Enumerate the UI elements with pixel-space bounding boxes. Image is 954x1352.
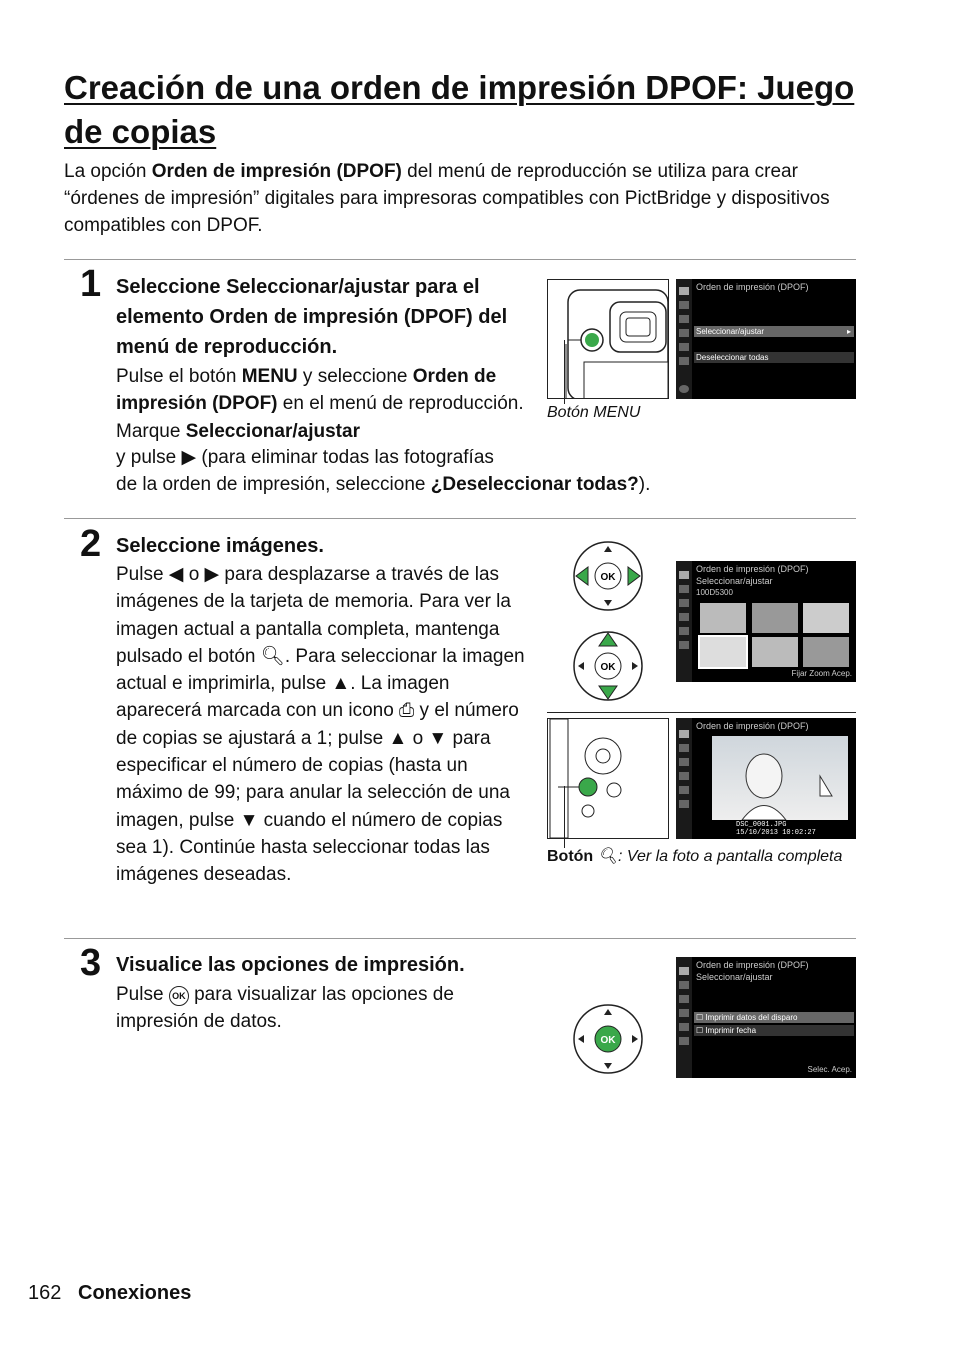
lcd-title: Orden de impresión (DPOF) bbox=[696, 282, 809, 292]
zoom-button-caption: Botón 🔍︎: Ver la foto a pantalla completa bbox=[547, 848, 843, 865]
thumbnail bbox=[803, 637, 849, 667]
step-number: 2 bbox=[80, 523, 102, 565]
divider bbox=[64, 938, 856, 939]
step-heading: Seleccione Seleccionar/ajustar para el elemento Orden de impresión (DPOF) del menú de reproducción. bbox=[116, 276, 508, 358]
svg-text:OK: OK bbox=[600, 662, 616, 673]
step-number: 1 bbox=[80, 263, 102, 305]
step-text: Pulse OK para visualizar las opciones de impresión de datos. bbox=[116, 984, 454, 1033]
svg-text:OK: OK bbox=[600, 1035, 616, 1046]
lcd-title: Orden de impresión (DPOF) bbox=[696, 721, 809, 731]
ok-button-icon: OK bbox=[169, 986, 189, 1006]
menu-button-caption: Botón MENU bbox=[547, 404, 641, 421]
lcd-item: Deseleccionar todas bbox=[694, 352, 854, 363]
lcd-screen-dpof-menu bbox=[676, 279, 856, 399]
multi-selector-left-right bbox=[572, 540, 644, 617]
lcd-date: 15/10/2013 10:02:27 bbox=[736, 829, 816, 837]
page-title: Creación de una orden de impresión DPOF: Juego de copias bbox=[64, 69, 855, 150]
lcd-screen-full-frame bbox=[676, 718, 856, 839]
step-heading: Visualice las opciones de impresión. bbox=[116, 954, 465, 976]
step-text-continued: y pulse ▶ (para eliminar todas las fotografías de la orden de impresión, seleccione ¿Deseleccionar todas?). bbox=[116, 447, 651, 496]
section-name: Conexiones bbox=[78, 1282, 192, 1304]
step-heading: Seleccione imágenes. bbox=[116, 535, 324, 557]
intro-paragraph: La opción Orden de impresión (DPOF) del menú de reproducción se utiliza para crear “órdenes de impresión” digitales para impresoras compatibles con PictBridge y dispositivos compatibles con DPOF. bbox=[64, 161, 830, 236]
multi-selector-ok bbox=[572, 1003, 644, 1080]
callout-line bbox=[564, 786, 565, 848]
step-number: 3 bbox=[80, 942, 102, 984]
thumbnail bbox=[752, 603, 798, 633]
thumbnail bbox=[700, 603, 746, 633]
lcd-folder: 100D5300 bbox=[696, 588, 733, 597]
lcd-subtitle: Seleccionar/ajustar bbox=[696, 576, 773, 586]
divider bbox=[64, 259, 856, 260]
thumbnail bbox=[803, 603, 849, 633]
lcd-footer: Selec. Acep. bbox=[807, 1065, 852, 1074]
lcd-screen-thumbnails bbox=[676, 561, 856, 682]
lcd-title: Orden de impresión (DPOF) bbox=[696, 564, 809, 574]
lcd-title: Orden de impresión (DPOF) bbox=[696, 960, 809, 970]
divider bbox=[64, 518, 856, 519]
callout-line bbox=[564, 340, 565, 404]
step-text: Pulse ◀ o ▶ para desplazarse a través de las imágenes de la tarjeta de memoria. Para ver la imagen actual a pantalla completa, mantenga pulsado el botón 🔍︎. Para seleccionar la imagen actual e imprimirla, pulse ▲. La imagen aparecerá marcada con un icono ⎙ y el número de copias se ajustará a 1; pulse ▲ o ▼ para especificar el número de copias (hasta un máximo de 99; para anular la selección de una imagen, pulse ▼ cuando el número de copias sea 1). Continúe hasta seleccionar todas las imágenes deseadas. bbox=[116, 564, 525, 886]
lcd-footer: Fijar Zoom Acep. bbox=[791, 669, 852, 678]
thumbnail-selected bbox=[700, 637, 746, 667]
lcd-option-selected: ☐ Imprimir datos del disparo bbox=[694, 1012, 854, 1023]
lcd-subtitle: Seleccionar/ajustar bbox=[696, 972, 773, 982]
multi-selector-up-down bbox=[572, 630, 644, 707]
lcd-filename: DSC_0001.JPG bbox=[736, 821, 787, 829]
photo-preview bbox=[712, 736, 848, 820]
camera-back-illustration bbox=[547, 279, 669, 399]
svg-text:OK: OK bbox=[600, 572, 616, 583]
lcd-option: ☐ Imprimir fecha bbox=[694, 1025, 854, 1036]
step-text: Pulse el botón MENU y seleccione Orden de impresión (DPOF) en el menú de reproducción. Marque Seleccionar/ajustar bbox=[116, 366, 524, 442]
page-number: 162 bbox=[28, 1282, 62, 1304]
divider bbox=[547, 712, 856, 713]
thumbnail bbox=[752, 637, 798, 667]
lcd-item-selected: Seleccionar/ajustar ▸ bbox=[694, 326, 854, 337]
camera-zoom-button-illustration bbox=[547, 718, 669, 839]
lcd-screen-print-options bbox=[676, 957, 856, 1078]
